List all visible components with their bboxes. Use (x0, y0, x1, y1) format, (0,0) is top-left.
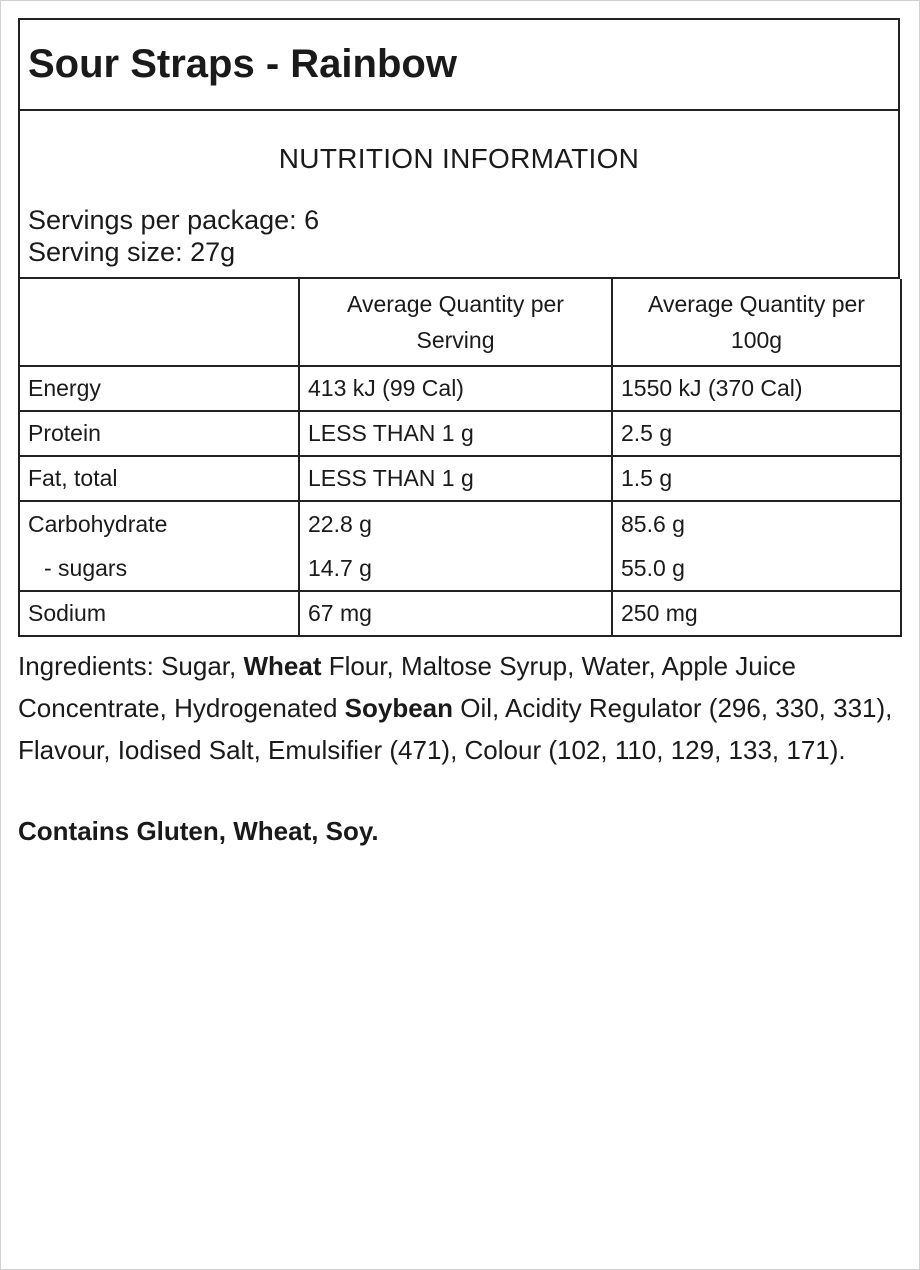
nutrition-panel (18, 18, 900, 637)
allergen-statement: Contains Gluten, Wheat, Soy. (18, 816, 379, 846)
per-100g-value: 85.6 g (621, 511, 685, 537)
per-serving-cell (299, 501, 612, 591)
table-row-fat (19, 456, 901, 501)
per-serving-value: 67 mg (299, 591, 612, 636)
per-100g-cell (612, 501, 901, 591)
header-per-serving: Average Quantity per Serving (299, 279, 612, 366)
nutrient-name: Protein (19, 411, 299, 456)
nutrition-heading: NUTRITION INFORMATION (278, 143, 640, 174)
per-serving-value: 413 kJ (99 Cal) (299, 366, 612, 411)
sub-nutrient-name: - sugars (44, 555, 128, 581)
ingredients-part: Ingredients: Sugar, (18, 651, 244, 681)
serving-info-box (18, 111, 900, 279)
product-title: Sour Straps - Rainbow (28, 42, 457, 86)
per-serving-value: LESS THAN 1 g (299, 456, 612, 501)
per-serving-value: 22.8 g (308, 511, 372, 537)
table-row-energy (19, 366, 901, 411)
nutrient-name: Fat, total (19, 456, 299, 501)
nutrient-name: Carbohydrate (28, 511, 168, 537)
per-100g-value: 1.5 g (612, 456, 901, 501)
per-100g-value: 250 mg (612, 591, 901, 636)
header-nutrient (19, 279, 299, 366)
servings-per-package: Servings per package: 6 (28, 205, 320, 235)
serving-size: Serving size: 27g (28, 237, 236, 267)
serving-lines (28, 204, 319, 268)
ingredients-part: Oil, Acidity Regulator (296, 330, 331), Flavour, Iodised Salt, Emulsifier (471), Colour (102, 110, 129, 133, 171). (18, 693, 893, 765)
nutrient-name-cell (19, 501, 299, 591)
title-box (18, 18, 900, 111)
ingredients-part: Flour, Maltose Syrup, Water, Apple Juice Concentrate, Hydrogenated (18, 651, 796, 723)
table-row-protein (19, 411, 901, 456)
ingredients-allergen-wheat: Wheat (243, 651, 322, 681)
ingredients-allergen-soybean: Soybean (344, 693, 454, 723)
sub-per-serving-value: 14.7 g (308, 555, 372, 581)
per-100g-value: 2.5 g (612, 411, 901, 456)
nutrient-name: Sodium (19, 591, 299, 636)
ingredients-text (18, 645, 898, 771)
sub-per-100g-value: 55.0 g (621, 555, 685, 581)
header-per-100g: Average Quantity per 100g (612, 279, 901, 366)
table-row-carbohydrate (19, 501, 901, 591)
nutrient-name: Energy (19, 366, 299, 411)
per-100g-value: 1550 kJ (370 Cal) (612, 366, 901, 411)
nutrition-table (18, 279, 902, 637)
per-serving-value: LESS THAN 1 g (299, 411, 612, 456)
table-header-row (19, 279, 901, 366)
table-row-sodium (19, 591, 901, 636)
